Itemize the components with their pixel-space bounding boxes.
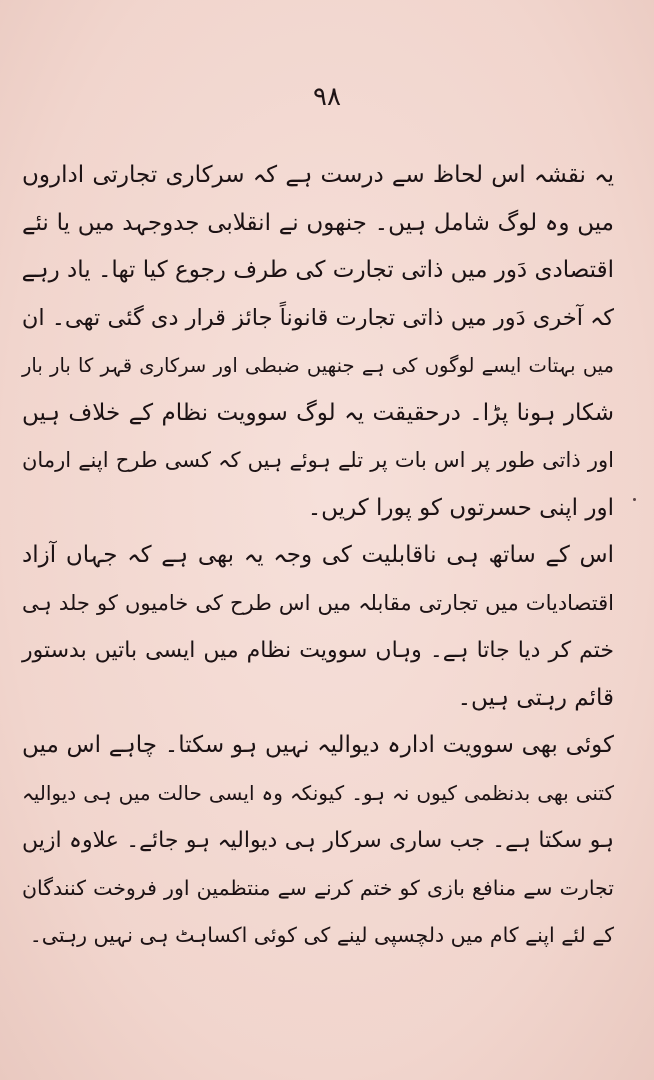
text-line: یہ نقشہ اس لحاظ سے درست ہے کہ سرکاری تجارتی اداروں [22,162,614,188]
text-line: کوئی بھی سوویت ادارہ دیوالیہ نہیں ہو سکتا۔ چاہے اس میں [22,732,614,758]
text-line: اس کے ساتھ ہی ناقابلیت کی وجہ یہ بھی ہے کہ جہاں آزاد [22,542,614,568]
text-line: میں بہتات ایسے لوگوں کی ہے جنھیں ضبطی اور سرکاری قہر کا بار بار [22,354,614,377]
paragraph-2 [22,532,614,722]
text-line: کتنی بھی بدنظمی کیوں نہ ہو۔ کیونکہ وہ ایسی حالت میں ہی دیوالیہ [22,780,614,805]
text-line: قائم رہتی ہیں۔ [457,684,614,711]
text-line: اور اپنی حسرتوں کو پورا کریں۔ [307,494,614,521]
text-line: ختم کر دیا جاتا ہے۔ وہاں سوویت نظام میں ایسی باتیں بدستور [22,638,614,663]
text-line: اور ذاتی طور پر اس بات پر تلے ہوئے ہیں کہ کسی طرح اپنے ارمان [22,448,614,472]
ink-speck [633,498,636,501]
body-text [22,152,614,960]
page-number: ۹۸ [313,82,341,112]
text-line: اقتصادیات میں تجارتی مقابلہ میں اس طرح کی خامیوں کو جلد ہی [22,590,614,615]
paragraph-3 [22,722,614,960]
text-line: اقتصادی دَور میں ذاتی تجارت کی طرف رجوع کیا تھا۔ یاد رہے [21,257,614,283]
text-line: کے لئے اپنے کام میں دلچسپی لینے کی کوئی اکساہٹ ہی نہیں رہتی۔ [29,923,614,947]
paragraph-1 [22,152,614,532]
text-line: شکار ہونا پڑا۔ درحقیقت یہ لوگ سوویت نظام کے خلاف ہیں [22,399,614,426]
text-line: میں وہ لوگ شامل ہیں۔ جنھوں نے انقلابی جدوجہد میں یا نئے [22,209,614,236]
text-line: تجارت سے منافع بازی کو ختم کرنے سے منتظمین اور فروخت کنندگان [22,875,614,900]
text-line: کہ آخری دَور میں ذاتی تجارت قانوناً جائز قرار دی گئی تھی۔ ان [21,304,614,331]
text-line: ہو سکتا ہے۔ جب ساری سرکار ہی دیوالیہ ہو جائے۔ علاوہ ازیں [22,828,614,853]
